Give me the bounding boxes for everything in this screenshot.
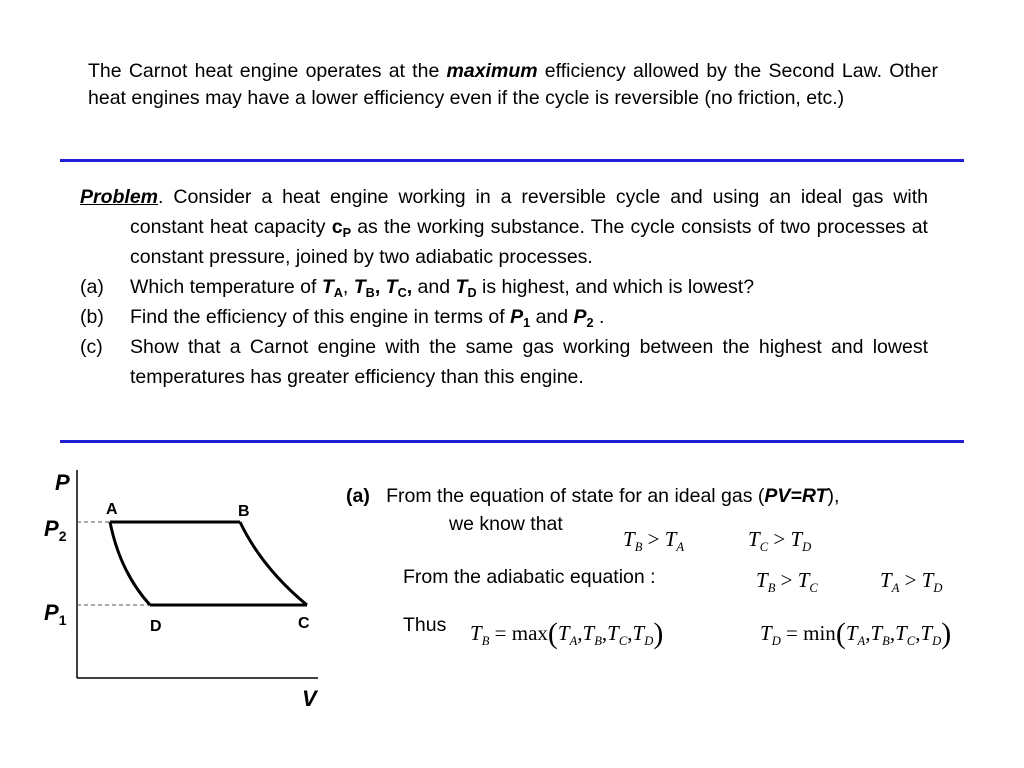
eq-tb-max: $T_B = \max(T_A,T_B,T_C,T_D)$ bbox=[470, 617, 664, 650]
point-d-label: D bbox=[150, 618, 162, 635]
point-b-label: B bbox=[238, 503, 250, 520]
point-a-label: A bbox=[106, 501, 118, 518]
eq-ta-gt-td: $T_A > T_D$ bbox=[880, 568, 943, 595]
eq-td-min: $T_D = \min(T_A,T_B,T_C,T_D)$ bbox=[760, 617, 952, 650]
question-a: (a) Which temperature of $T_A$, $T_B$, $T_C$, and $T_D$ is highest, and which is lowest? bbox=[80, 276, 755, 300]
problem-label: Problem bbox=[80, 186, 159, 208]
divider-top bbox=[60, 159, 964, 162]
intro-text-1: The Carnot heat engine operates at the bbox=[88, 60, 447, 82]
eq-tc-gt-td: $T_C > T_D$ bbox=[748, 527, 812, 554]
solution-line-2: we know that bbox=[449, 513, 563, 535]
eq-tb-gt-tc: $T_B > T_C$ bbox=[756, 568, 818, 595]
v-axis-label: V bbox=[302, 686, 317, 711]
p-axis-label: P bbox=[55, 470, 70, 495]
intro-emphasis: maximum bbox=[446, 60, 538, 82]
question-c: (c) Show that a Carnot engine with the same gas working between the highest and lowest temperatures has greater efficiency than this engine. bbox=[80, 336, 928, 388]
solution-line-1: (a) From the equation of state for an ideal gas (PV=RT), bbox=[346, 485, 840, 507]
divider-bottom bbox=[60, 440, 964, 443]
problem-statement bbox=[80, 182, 928, 392]
intro-paragraph bbox=[88, 58, 938, 112]
solution-line-4: Thus bbox=[403, 614, 447, 636]
question-b: (b) Find the efficiency of this engine in terms of $P_1$ and $P_2$ . bbox=[80, 306, 605, 330]
point-c-label: C bbox=[298, 615, 310, 632]
eq-tb-gt-ta: $T_B > T_A$ bbox=[623, 527, 685, 554]
p1-label: $P_1$ bbox=[44, 600, 67, 628]
cp-symbol: $c_P$ bbox=[331, 216, 352, 240]
adiabat-ad bbox=[110, 522, 150, 605]
pv-diagram bbox=[30, 460, 330, 720]
adiabat-bc bbox=[240, 522, 307, 605]
solution-label: (a) bbox=[346, 485, 370, 507]
intro-text-2: efficiency allowed by the Second Law. Other heat engines may have a lower efficiency even if the cycle is reversible (no friction, etc.) bbox=[88, 60, 938, 109]
p2-label: $P_2$ bbox=[44, 516, 67, 544]
problem-intro: Problem. Consider a heat engine working in a reversible cycle and using an ideal gas with constant heat capacity $c_P$ as the working substance. The cycle consists of two processes at constant pressure, joined by two adiabatic processes. bbox=[80, 186, 928, 268]
solution-line-3: From the adiabatic equation : bbox=[403, 566, 656, 588]
